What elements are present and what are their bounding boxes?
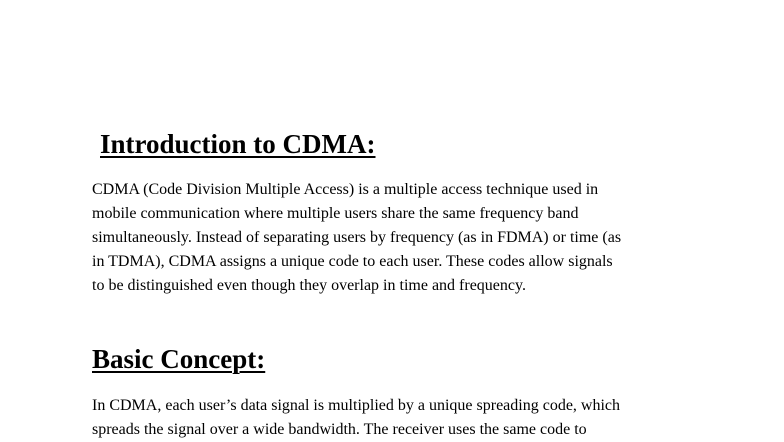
paragraph-line: to be distinguished even though they overlap in time and frequency. xyxy=(92,277,526,294)
paragraph-line: In CDMA, each user’s data signal is multiplied by a unique spreading code, which xyxy=(92,397,621,414)
paragraph-line: in TDMA), CDMA assigns a unique code to each user. These codes allow signals xyxy=(92,253,613,270)
paragraph-line: mobile communication where multiple users share the same frequency band xyxy=(92,205,579,222)
section-heading-introduction: Introduction to CDMA: xyxy=(100,129,376,159)
paragraph-line: spreads the signal over a wide bandwidth. The receiver uses the same code to xyxy=(92,421,587,438)
section-paragraph-basic-concept xyxy=(92,394,712,442)
section-paragraph-introduction xyxy=(92,178,712,298)
paragraph-line: simultaneously. Instead of separating users by frequency (as in FDMA) or time (as xyxy=(92,229,622,246)
section-heading-basic-concept: Basic Concept: xyxy=(92,344,266,374)
paragraph-line: CDMA (Code Division Multiple Access) is a multiple access technique used in xyxy=(92,181,599,198)
